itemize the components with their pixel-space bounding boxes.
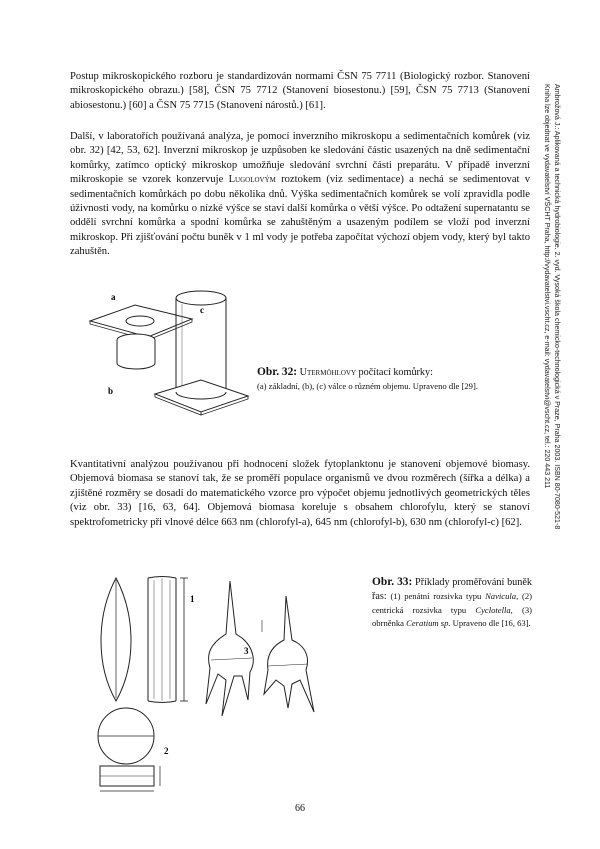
figure-33-label-2: 2 xyxy=(164,746,169,756)
figure-32-label-c: c xyxy=(200,305,204,315)
figure-32-label-a: a xyxy=(111,292,116,302)
figure-32-drawing xyxy=(80,288,280,418)
figure-32-label-b: b xyxy=(108,386,114,396)
paragraph-inverse-microscope: Další, v laboratořích používaná analýza, je pomocí inverzního mikroskopu a sedimentačních komůrek (viz obr. 32) [42, 53, 62]. Inverzní mikroskop je uzpůsoben ke sledování částic usazených na dně sedimentační komůrky, zatímco optický mikroskop umožňuje sledování svrchní části preparátu. V případě inverzní mikroskopie se vzorek konzervuje Lugolovým roztokem (viz sedimentace) a nechá se sedimentovat v sedimentačních komůrkách po dobu několika dnů. Výška sedimentačních komůrek se volí zpravidla podle úživnosti vody, na komůrku o nízké výšce se staví další komůrka o větší výšce. Po odtažení supernatantu se oddělí svrchní komůrka a spodní komůrka se zahuštěným a usazeným podílem se vloží pod inverzní mikroskop. Při zjišťování počtu buněk v 1 ml vody je potřeba započítat výchozí objem vody, který byl takto zahuštěn. xyxy=(70,131,530,258)
figure-32-caption: Obr. 32: Utermöhlovy počítací komůrky: (a) základní, (b), (c) válce o různém objemu. Upraveno dle [29]. xyxy=(257,366,478,391)
page-number: 66 xyxy=(295,803,305,814)
lugol-term: Lugolovým xyxy=(228,174,276,186)
paragraph-biomass: Kvantitativní analýzou používanou při hodnocení složek fytoplanktonu je stanovení objemové biomasy. Objemová biomasa se stanoví tak, že se proměří populace organismů ve dvou rozměrech (šířka a délka) a zjištěné rozměry se dosadí do matematického vzorce pro výpočet objemu jednotlivých geometrických těles (viz obr. 33) [16, 63, 64]. Objemová biomasa koreluje s obsahem chlorofylu, který se stanoví spektrofometricky při vlnové délce 663 nm (chlorofyl-a), 645 nm (chlorofyl-b), 630 nm (chlorofyl-c) [62]. xyxy=(70,459,530,528)
side-citation-line1: Ambrožová J.: Aplikovaná a technická hydrobiologie. 2. vyd. Vysoká škola chemicko-technologická v Praze, Praha 2003. ISBN 80-7080-521-8 xyxy=(553,84,561,530)
figure-33-caption: Obr. 33: Příklady proměřování buněk řas: (1) penátní rozsivka typu Navicula, (2) centrická rozsivka typu Cyclotella, (3) obrněnka Ceratium sp. Upraveno dle [16, 63]. xyxy=(372,576,532,629)
paragraph-norms: Postup mikroskopického rozboru je standardizován normami ČSN 75 7711 (Biologický rozbor. Stanovení mikroskopického obrazu.) [58], ČSN 75 7712 (Stanovení biosestonu.) [59], ČSN 75 7713 (Stanovení abiosestonu.) [60] a ČSN 75 7715 (Stanovení nárostů.) [61]. xyxy=(70,71,530,111)
figure-33-drawing xyxy=(82,576,352,796)
side-citation-line2: Kniha lze objednat ve vydavatelství VŠCHT Praha, http://vydavatelstvi.vscht.cz, e-mail: vydavatelstvi@vscht.cz, tel.: 220 443 211 xyxy=(543,84,552,489)
side-citation xyxy=(542,84,561,684)
figure-33-label-3: 3 xyxy=(244,646,249,656)
figure-33-label-1: 1 xyxy=(190,594,195,604)
